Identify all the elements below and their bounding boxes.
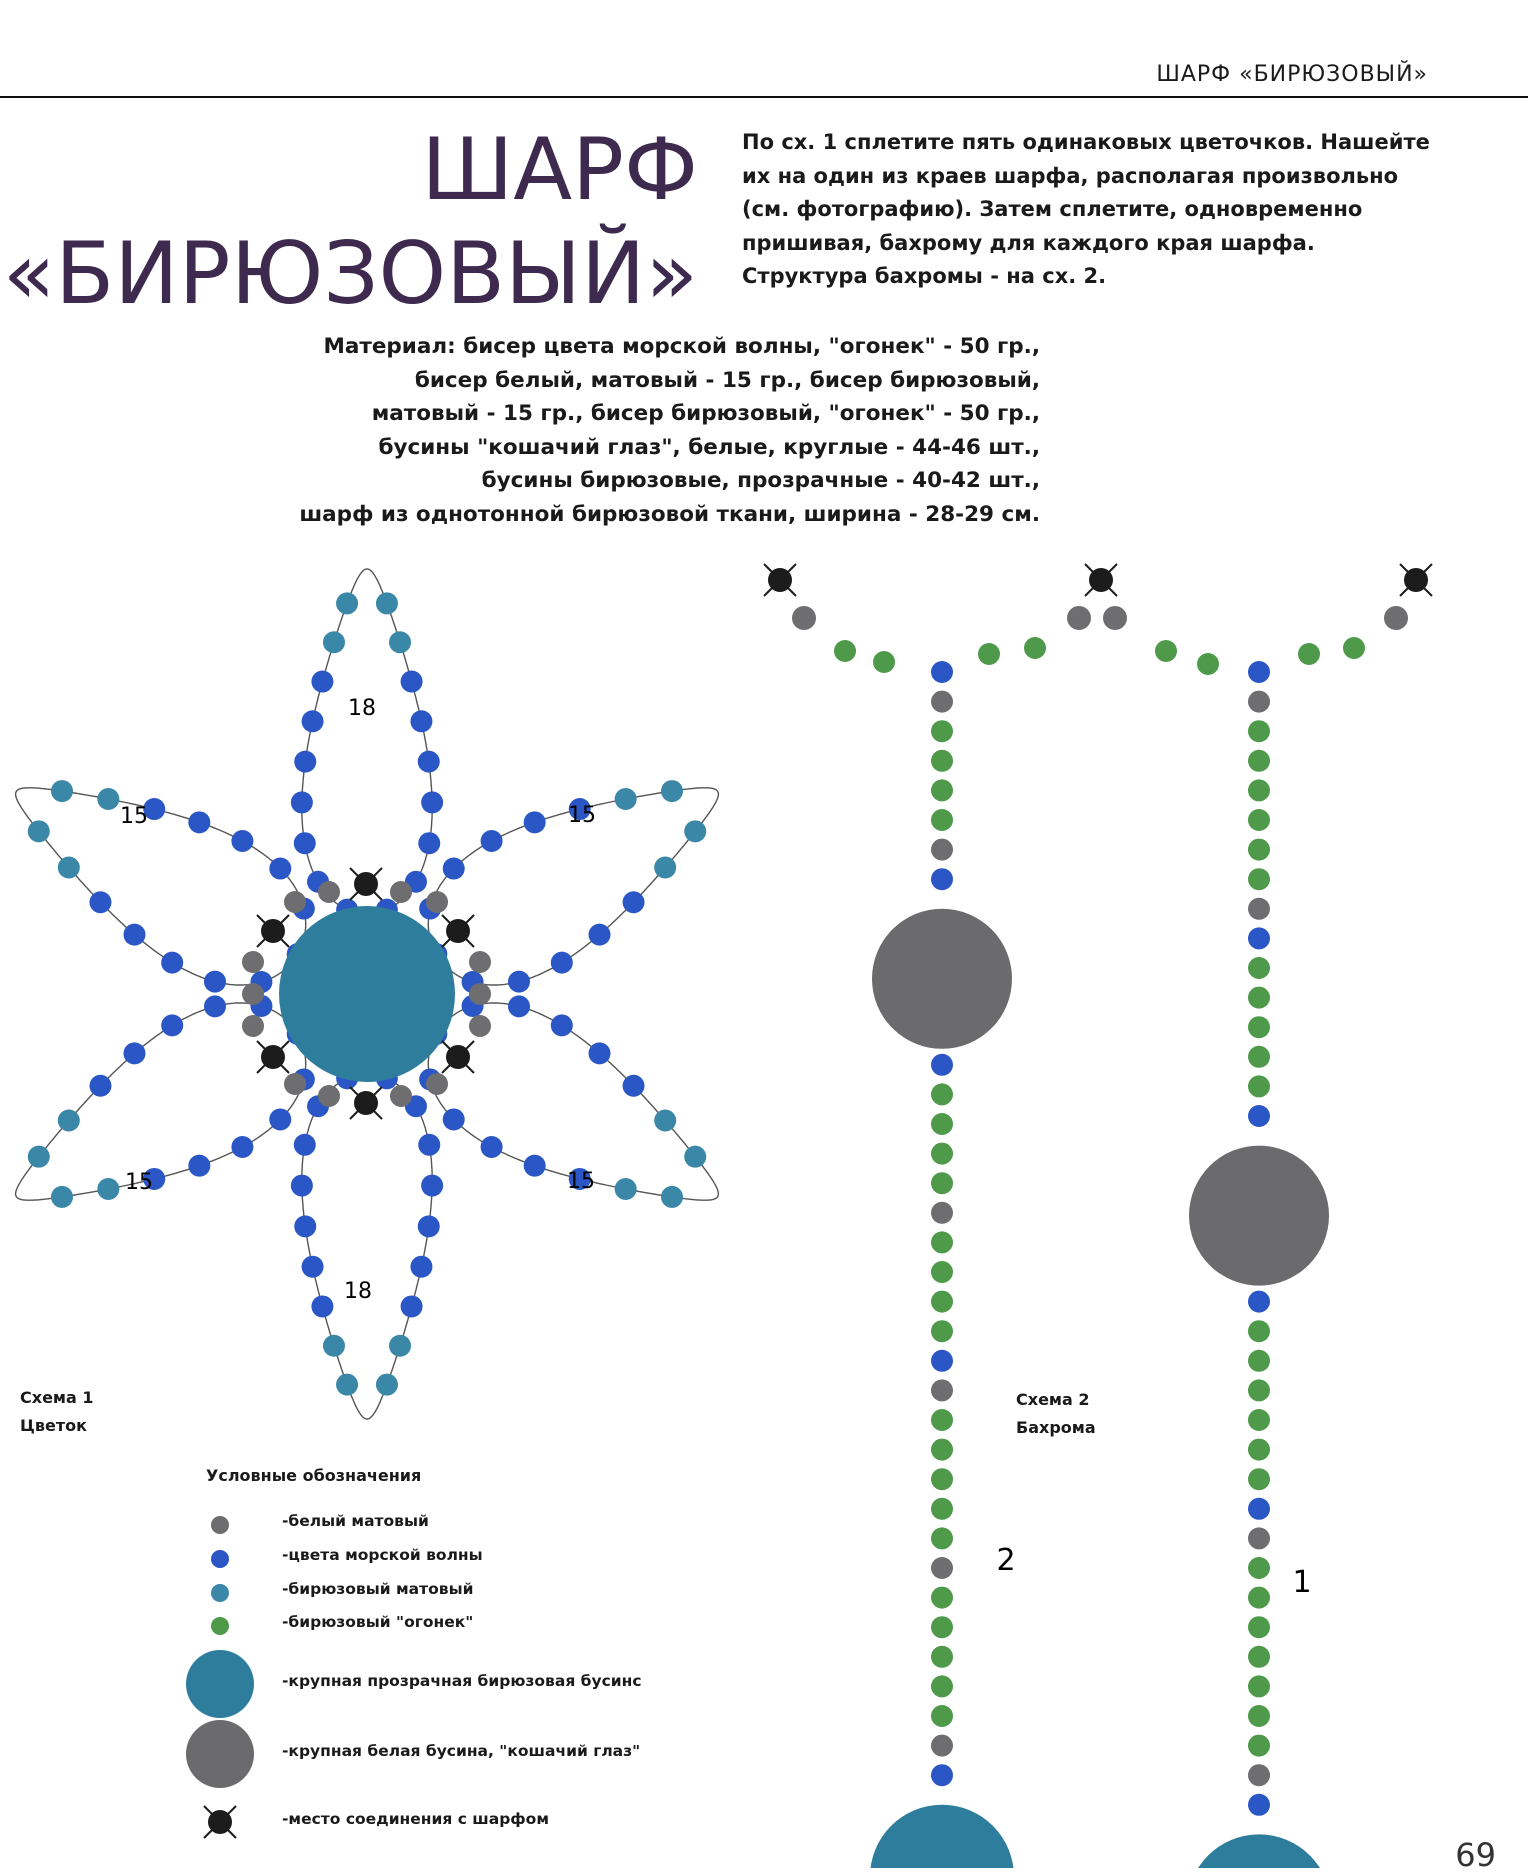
petal-bead (58, 1110, 80, 1132)
strand-bead (931, 1468, 953, 1490)
strand-label-left: 2 (996, 1543, 1016, 1578)
ring-bead (426, 1073, 448, 1095)
intro-line: пришивая, бахрому для каждого края шарфа. (742, 230, 1315, 255)
connector-bead (978, 643, 1000, 665)
strand-bead (1248, 1527, 1270, 1549)
petal-bead (418, 1215, 440, 1237)
connector-bead (834, 640, 856, 662)
strand-bead (931, 779, 953, 801)
petal-bead (376, 592, 398, 614)
petal-bead (269, 858, 291, 880)
petal-count-upper-left: 15 (120, 804, 148, 829)
petal-bead (508, 995, 530, 1017)
intro-line: По сх. 1 сплетите пять одинаковых цветочков. Нашейте (742, 130, 1430, 154)
petal-bead (418, 832, 440, 854)
strand-bead (1248, 1046, 1270, 1068)
petal-bead (589, 1042, 611, 1064)
petal-bead (508, 971, 530, 993)
connector-bead (1155, 640, 1177, 662)
strand-bead (1248, 1616, 1270, 1638)
petal-bead (294, 832, 316, 854)
strand-bead (931, 1261, 953, 1283)
intro-line: (см. фотографию). Затем сплетите, одновременно (742, 197, 1363, 221)
intro-line: их на один из краев шарфа, располагая произвольно (742, 163, 1399, 188)
legend-label: -место соединения с шарфом (282, 1810, 549, 1828)
strand-bead (931, 720, 953, 742)
running-title: ШАРФ «БИРЮЗОВЫЙ» (1156, 62, 1428, 87)
petal-bead (654, 856, 676, 878)
strand-bead (1248, 957, 1270, 979)
petal-bead (188, 811, 210, 833)
strand-bead (931, 868, 953, 890)
ring-bead (242, 951, 264, 973)
strand-bead (1248, 1498, 1270, 1520)
petal-bead (443, 858, 465, 880)
petal-bead (524, 811, 546, 833)
petal-bead (336, 1374, 358, 1396)
strand-bead (1248, 1646, 1270, 1668)
petal-bead (97, 1178, 119, 1200)
scheme-2-fringe-diagram (764, 564, 1432, 1868)
petal-bead (418, 1134, 440, 1156)
strand-bead (931, 1231, 953, 1253)
petal-bead (231, 830, 253, 852)
petal-bead (161, 952, 183, 974)
strand-bead (1248, 779, 1270, 801)
ring-bead (469, 1015, 491, 1037)
petal-bead (28, 820, 50, 842)
petal-bead (389, 1335, 411, 1357)
strand-bead (1248, 868, 1270, 890)
strand-bead (931, 809, 953, 831)
strand-bead (1248, 1764, 1270, 1786)
title-line-2: «БИРЮЗОВЫЙ» (2, 224, 698, 324)
petal-count-lower-right: 15 (567, 1169, 595, 1194)
strand-bead (1248, 839, 1270, 861)
connector-bead (1197, 653, 1219, 675)
legend-label: -крупная белая бусина, "кошачий глаз" (282, 1742, 641, 1760)
strand-bead (1248, 898, 1270, 920)
strand-bead (931, 1675, 953, 1697)
large-turquoise-bead (870, 1805, 1014, 1868)
connector-bead (1103, 606, 1127, 630)
petal-bead (589, 924, 611, 946)
petal-bead (204, 995, 226, 1017)
caption-line: Цветок (20, 1416, 87, 1435)
strand-bead (1248, 1587, 1270, 1609)
petal-bead (389, 631, 411, 653)
petal-bead (418, 751, 440, 773)
petal-bead (661, 1186, 683, 1208)
petal-count-lower-left: 15 (125, 1170, 153, 1195)
petal-bead (294, 751, 316, 773)
petal-bead (161, 1014, 183, 1036)
petal-bead (421, 791, 443, 813)
ring-bead (390, 881, 412, 903)
ring-bead (469, 951, 491, 973)
petal-bead (204, 971, 226, 993)
strand-bead (931, 1557, 953, 1579)
strand-bead (1248, 1468, 1270, 1490)
petal-bead (269, 1108, 291, 1130)
caption-line: Схема 1 (20, 1388, 94, 1407)
ring-bead (242, 983, 264, 1005)
petal-bead (410, 1256, 432, 1278)
strand-bead (931, 1587, 953, 1609)
petal-count-top: 18 (348, 696, 376, 721)
ring-bead (284, 1073, 306, 1095)
legend-title: Условные обозначения (206, 1466, 422, 1485)
legend-label: -бирюзовый "огонек" (282, 1613, 474, 1631)
petal-bead (623, 1075, 645, 1097)
legend-item-turquoise-ogonek (180, 1595, 700, 1655)
ring-bead (318, 1085, 340, 1107)
petal-thread (302, 569, 432, 914)
strand-bead (931, 1527, 953, 1549)
materials-line: шарф из однотонной бирюзовой ткани, ширина - 28-29 см. (299, 501, 1040, 527)
title-line-1: ШАРФ (421, 120, 698, 220)
ring-bead (390, 1085, 412, 1107)
petal-bead (684, 1146, 706, 1168)
connector-bead (1343, 637, 1365, 659)
legend-label: -цвета морской волны (282, 1546, 483, 1564)
strand-bead (931, 1143, 953, 1165)
ring-bead (318, 881, 340, 903)
petal-bead (231, 1136, 253, 1158)
petal-thread (302, 1074, 432, 1419)
materials-line: бусины "кошачий глаз", белые, круглые - 44-46 шт., (378, 434, 1040, 460)
petal-bead (323, 1335, 345, 1357)
strand-bead (1248, 1705, 1270, 1727)
caption-line: Бахрома (1016, 1418, 1096, 1437)
petal-bead (51, 1186, 73, 1208)
petal-bead (123, 1042, 145, 1064)
petal-bead (28, 1146, 50, 1168)
petal-bead (443, 1108, 465, 1130)
materials-line: Материал: бисер цвета морской волны, "огонек" - 50 гр., (323, 334, 1040, 359)
strand-bead (1248, 1794, 1270, 1816)
petal-bead (401, 671, 423, 693)
strand-bead (931, 1350, 953, 1372)
strand-bead (931, 1705, 953, 1727)
caption-line: Схема 2 (1016, 1390, 1090, 1409)
petal-bead (123, 924, 145, 946)
petal-count-bottom: 18 (344, 1279, 372, 1304)
strand-bead (931, 1498, 953, 1520)
strand-bead (1248, 927, 1270, 949)
petal-bead (410, 710, 432, 732)
petal-bead (401, 1295, 423, 1317)
petal-bead (97, 788, 119, 810)
strand-bead (1248, 1409, 1270, 1431)
strand-bead (1248, 1291, 1270, 1313)
large-turquoise-bead (1187, 1834, 1331, 1868)
legend-item-attachment-point (180, 1792, 700, 1852)
legend-label: -бирюзовый матовый (282, 1580, 474, 1598)
strand-bead (931, 1439, 953, 1461)
strand-bead (1248, 1675, 1270, 1697)
large-cats-eye-bead (1189, 1146, 1329, 1286)
petal-bead (661, 780, 683, 802)
petal-bead (188, 1155, 210, 1177)
materials-line: бисер белый, матовый - 15 гр., бисер бирюзовый, (414, 367, 1040, 393)
strand-bead (931, 750, 953, 772)
petal-bead (524, 1155, 546, 1177)
strand-bead (931, 1202, 953, 1224)
strand-bead (931, 1172, 953, 1194)
strand-label-right: 1 (1292, 1565, 1312, 1600)
scheme-1-caption (20, 1384, 94, 1440)
materials-line: бусины бирюзовые, прозрачные - 40-42 шт., (481, 468, 1040, 493)
scheme-2-caption (1016, 1386, 1096, 1442)
petal-bead (421, 1175, 443, 1197)
strand-bead (931, 1409, 953, 1431)
strand-bead (1248, 1735, 1270, 1757)
legend-item-large-cats-eye (180, 1724, 700, 1784)
strand-bead (1248, 1105, 1270, 1127)
strand-bead (931, 1320, 953, 1342)
strand-bead (1248, 1075, 1270, 1097)
petal-bead (481, 830, 503, 852)
page-number: 69 (1455, 1836, 1496, 1874)
petal-bead (615, 788, 637, 810)
connector-bead (873, 651, 895, 673)
petal-bead (376, 1374, 398, 1396)
strand-bead (1248, 1320, 1270, 1342)
legend-label: -крупная прозрачная бирюзовая бусинс (282, 1672, 642, 1690)
strand-bead (1248, 987, 1270, 1009)
large-cats-eye-bead (872, 909, 1012, 1049)
intro-line: Структура бахромы - на сх. 2. (742, 264, 1107, 288)
center-large-bead (279, 906, 455, 1082)
petal-bead (311, 671, 333, 693)
strand-bead (931, 1764, 953, 1786)
petal-bead (684, 820, 706, 842)
petal-bead (302, 710, 324, 732)
strand-bead (931, 1735, 953, 1757)
petal-bead (291, 1175, 313, 1197)
ring-bead (284, 891, 306, 913)
strand-bead (931, 1113, 953, 1135)
legend-label: -белый матовый (282, 1512, 429, 1530)
strand-bead (1248, 1557, 1270, 1579)
strand-bead (1248, 750, 1270, 772)
ring-bead (469, 983, 491, 1005)
petal-bead (336, 592, 358, 614)
strand-bead (931, 1379, 953, 1401)
petal-bead (654, 1110, 676, 1132)
ring-bead (242, 1015, 264, 1037)
strand-bead (1248, 1350, 1270, 1372)
petal-bead (51, 780, 73, 802)
petal-bead (311, 1295, 333, 1317)
connector-bead (1067, 606, 1091, 630)
petal-bead (58, 856, 80, 878)
petal-bead (323, 631, 345, 653)
connector-bead (792, 606, 816, 630)
strand-bead (1248, 691, 1270, 713)
petal-bead (551, 1014, 573, 1036)
materials-line: матовый - 15 гр., бисер бирюзовый, "огонек" - 50 гр., (371, 401, 1040, 426)
strand-bead (931, 1616, 953, 1638)
petal-bead (294, 1215, 316, 1237)
connector-bead (1298, 643, 1320, 665)
legend-item-large-turquoise (180, 1654, 700, 1714)
strand-bead (1248, 1439, 1270, 1461)
strand-bead (931, 661, 953, 683)
connector-bead (1384, 606, 1408, 630)
petal-bead (89, 1075, 111, 1097)
strand-bead (1248, 1379, 1270, 1401)
strand-bead (931, 1083, 953, 1105)
petal-bead (615, 1178, 637, 1200)
petal-bead (623, 891, 645, 913)
strand-bead (1248, 720, 1270, 742)
connector-bead (1024, 637, 1046, 659)
petal-bead (302, 1256, 324, 1278)
strand-bead (1248, 1016, 1270, 1038)
strand-bead (931, 1054, 953, 1076)
petal-bead (89, 891, 111, 913)
petal-bead (294, 1134, 316, 1156)
petal-bead (481, 1136, 503, 1158)
petal-bead (291, 791, 313, 813)
strand-bead (1248, 809, 1270, 831)
petal-bead (551, 952, 573, 974)
ring-bead (426, 891, 448, 913)
strand-bead (931, 839, 953, 861)
strand-bead (931, 691, 953, 713)
strand-bead (931, 1646, 953, 1668)
petal-count-upper-right: 15 (568, 803, 596, 828)
strand-bead (931, 1291, 953, 1313)
strand-bead (1248, 661, 1270, 683)
